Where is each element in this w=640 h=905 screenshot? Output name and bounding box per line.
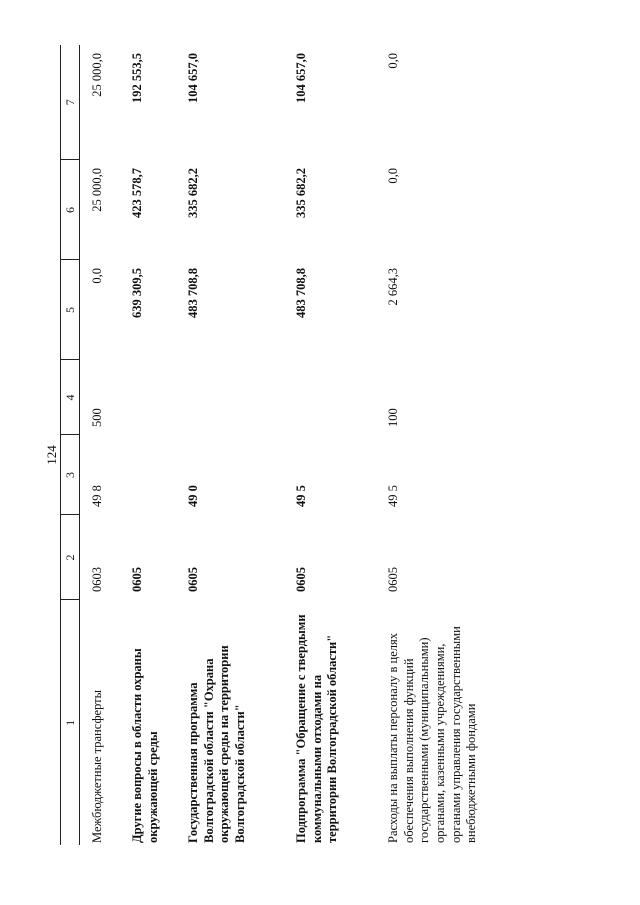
cell-section-code: 0603 [90,567,104,592]
table-row [284,45,376,845]
cell-section-code: 0605 [386,567,400,592]
cell-value-5: 483 708,8 [294,268,308,318]
header-col-6: 6 [61,160,80,260]
header-col-4: 4 [61,360,80,435]
table-row [80,45,121,845]
cell-value-6: 423 578,7 [130,168,144,218]
cell-value-5: 2 664,3 [386,268,400,306]
budget-table [60,45,546,845]
cell-value-6: 0,0 [386,168,400,184]
cell-value-7: 104 657,0 [294,53,308,103]
cell-value-7: 104 657,0 [186,53,200,103]
cell-section-code: 0605 [186,567,200,592]
cell-expense-type [284,360,376,435]
cell-name: Межбюджетные трансферты [90,689,104,843]
cell-name: Другие вопросы в области охраны окружающей среды [130,648,160,843]
cell-target-article: 49 5 [386,485,400,507]
cell-expense-type: 500 [90,408,104,427]
cell-value-6: 335 682,2 [294,168,308,218]
cell-value-5: 0,0 [90,268,104,284]
cell-section-code: 0605 [294,567,308,592]
cell-value-7: 192 553,5 [130,53,144,103]
cell-value-7: 0,0 [386,53,400,69]
cell-name: Государственная программа Волгоградской области "Охрана окружающей среды на территории Волгоградской области" [186,645,247,843]
cell-expense-type: 100 [386,408,400,427]
cell-target-article [120,435,176,515]
cell-target-article: 49 5 [294,485,308,507]
cell-name: Расходы на выплаты персоналу в целях обеспечения выполнения функций государственными (муниципальными) органами, казенными учреждениями, органами управления государственными внебюджетными фондами [386,626,479,843]
header-col-2: 2 [61,515,80,600]
header-col-3: 3 [61,435,80,515]
cell-value-7: 25 000,0 [90,53,104,97]
cell-expense-type [120,360,176,435]
cell-target-article: 49 0 [186,485,200,507]
header-col-1: 1 [61,600,80,845]
cell-value-6: 335 682,2 [186,168,200,218]
budget-table-container [60,45,600,845]
cell-expense-type [176,360,284,435]
header-row [61,45,80,845]
cell-name: Подпрограмма "Обращение с твердыми коммунальными отходами на территории Волгоградской области" [294,614,340,843]
table-row [376,45,546,845]
cell-target-article: 49 8 [90,485,104,507]
table-row [176,45,284,845]
cell-value-5: 483 708,8 [186,268,200,318]
cell-value-5: 639 309,5 [130,268,144,318]
table-row [120,45,176,845]
rotated-table-frame [60,45,600,845]
page-number: 124 [44,445,59,465]
cell-section-code: 0605 [130,567,144,592]
table-header [61,45,80,845]
header-col-7: 7 [61,45,80,160]
cell-value-6: 25 000,0 [90,168,104,212]
table-body [80,45,547,845]
header-col-5: 5 [61,260,80,360]
